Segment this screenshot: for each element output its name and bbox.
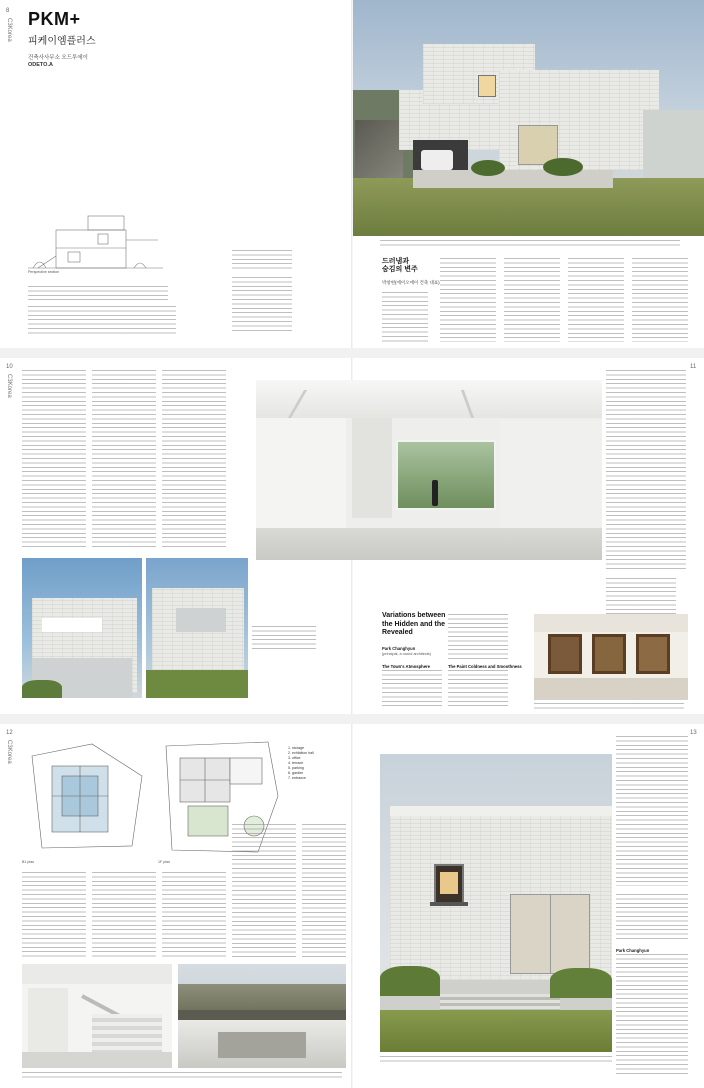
project-title-korean: 피케이엠플러스 <box>28 36 96 47</box>
english-text-right <box>606 370 686 570</box>
korean-text-col-2 <box>92 370 156 548</box>
plan-label-1f: 1F plan <box>158 860 170 864</box>
essay-col-4 <box>632 258 688 342</box>
essay-col-0 <box>382 292 428 342</box>
photo-exterior-angle-2 <box>146 558 248 698</box>
essay-col-en-3 <box>448 670 508 706</box>
bio-english-text <box>232 277 292 332</box>
photo-caption-left <box>252 626 316 652</box>
plan-drawing-b1 <box>22 736 150 856</box>
english-col-2 <box>92 872 156 958</box>
photo-interior-gallery <box>256 380 602 560</box>
spread-3 <box>0 724 704 1088</box>
essay-author-english: Park Changhyun <box>382 646 416 651</box>
project-title: PKM+ <box>28 9 81 29</box>
essay-col-3 <box>568 258 624 342</box>
korean-text-col-3 <box>162 370 226 548</box>
page-number-right: 13 <box>690 730 697 736</box>
legend-item: 1. storage <box>288 746 304 750</box>
spread-1 <box>0 0 704 348</box>
column-label: C3Korea <box>6 18 12 42</box>
page-number-left: 12 <box>6 730 13 736</box>
english-col-3 <box>162 872 226 958</box>
legend-item: 6. garden <box>288 771 304 775</box>
english-col-1 <box>22 872 86 958</box>
essay-col-en-1 <box>382 670 442 706</box>
legend-item: 3. office <box>288 756 301 760</box>
essay-subheading-1: The Town's Atmosphere <box>382 664 430 669</box>
column-label: C3Korea <box>6 740 12 764</box>
essay-author-korean: 박창현(에이오에이 건축 대표) <box>382 280 440 285</box>
essay-col-en-2 <box>448 614 508 660</box>
legend-item: 5. parking <box>288 766 304 770</box>
photo-terrace-view <box>178 964 346 1068</box>
essay-title-line-1: 드러냄과 <box>382 258 410 265</box>
photo-caption-bottom-left <box>22 1072 342 1080</box>
bio-english-right <box>616 954 688 1074</box>
essay-subheading-2: The Paint Coldness and Smoothness <box>448 664 522 669</box>
photo-caption-bottom-right <box>380 1056 612 1064</box>
page-number-left: 10 <box>6 364 13 370</box>
english-col-5 <box>302 824 346 958</box>
essay-title-korean <box>382 258 418 274</box>
photo-caption-interior <box>534 703 684 711</box>
credit-lines-1 <box>28 286 168 300</box>
essay-col-1 <box>440 258 496 342</box>
hero-photo-caption <box>380 240 680 248</box>
legend-item: 4. terrace <box>288 761 304 765</box>
essay-title-line-2: 숨김의 변주 <box>382 266 418 273</box>
plan-label-b1: B1 plan <box>22 860 35 864</box>
essay-author-role: (principal, a round architects) <box>382 652 431 656</box>
caption-text-right <box>606 578 676 618</box>
hero-photo-exterior <box>353 0 704 236</box>
page-number-left: 8 <box>6 8 10 14</box>
essay-col-2 <box>504 258 560 342</box>
photo-interior-stair <box>22 964 172 1068</box>
legend-item: 7. entrance <box>288 776 306 780</box>
bio-name: Park Changhyun <box>616 948 650 953</box>
essay-heading-english: Variations between the Hidden and the Revealed <box>382 612 446 636</box>
bio-korean-right <box>616 894 688 942</box>
photo-interior-windows <box>534 614 688 700</box>
korean-text-col-1 <box>22 370 86 548</box>
architect-korean: 건축사사무소 오드투에이 <box>28 55 88 61</box>
credit-lines-2 <box>28 306 176 334</box>
spread-2 <box>0 358 704 714</box>
english-col-4 <box>232 824 296 958</box>
english-col-right <box>616 736 688 886</box>
photo-exterior-front <box>380 754 612 1052</box>
column-label: C3Korea <box>6 374 12 398</box>
legend-item: 2. exhibition hall <box>288 751 314 755</box>
architect-name: ODETO.A <box>28 62 53 68</box>
plan-legend <box>288 746 340 781</box>
photo-exterior-angle-1 <box>22 558 142 698</box>
bio-korean-text <box>232 250 292 272</box>
drawing-label: Perspective section <box>28 270 60 274</box>
page-number-right: 11 <box>690 364 697 370</box>
